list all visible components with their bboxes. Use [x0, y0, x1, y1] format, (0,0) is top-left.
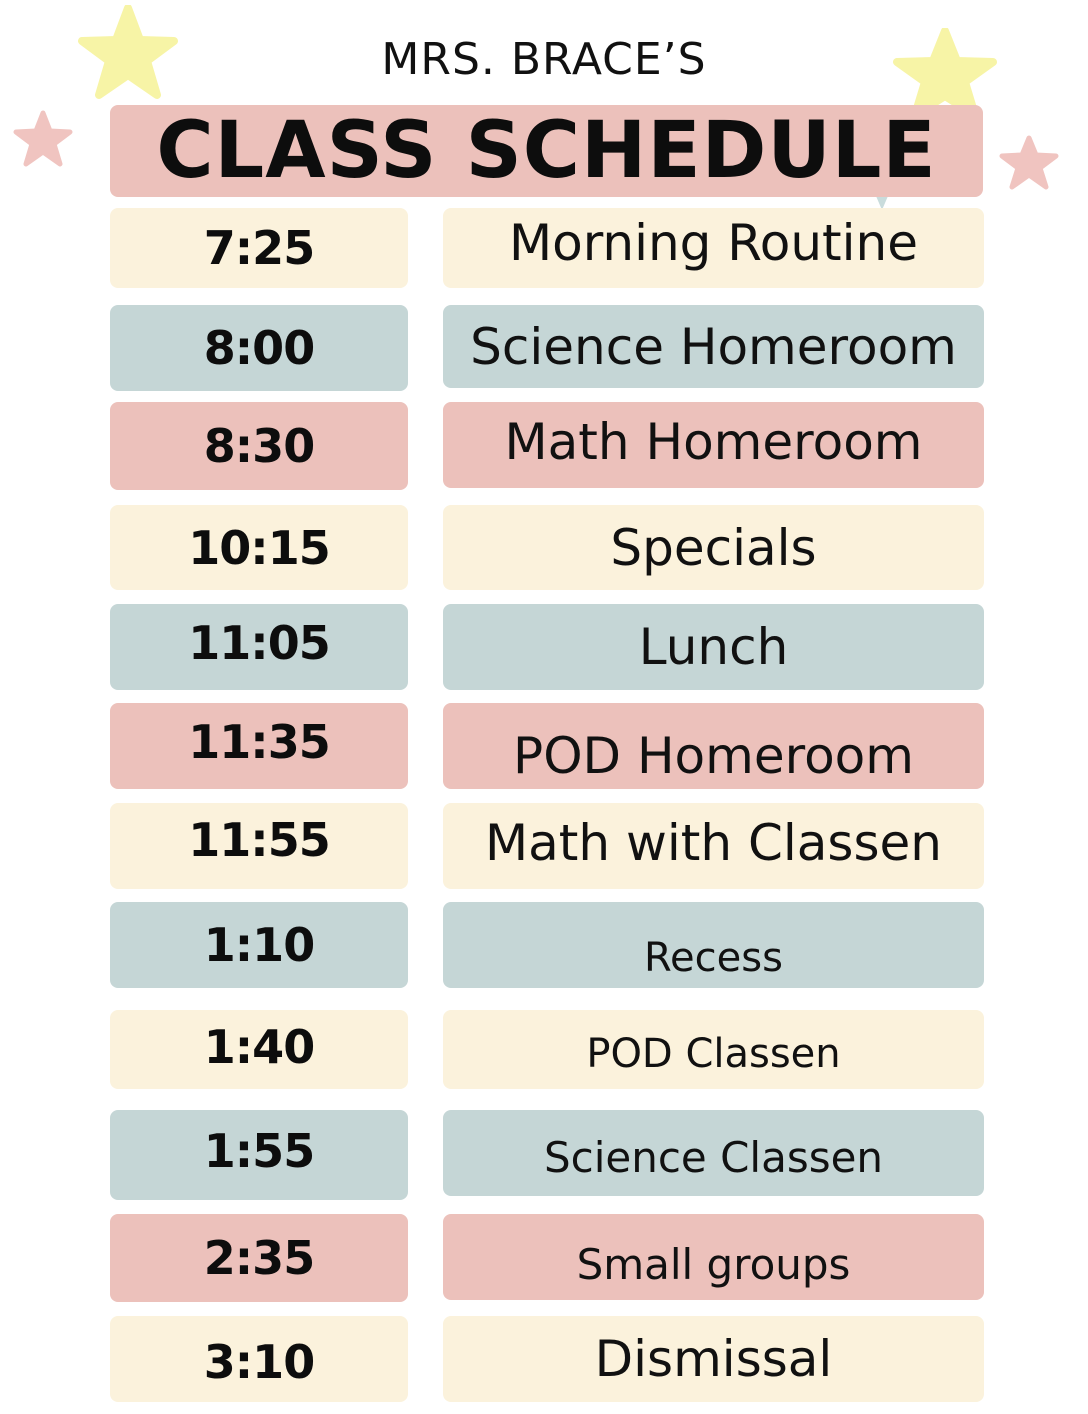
activity-cell [443, 1316, 984, 1402]
activity-cell [443, 703, 984, 789]
activity-label: Science Homeroom [470, 317, 957, 376]
time-label: 10:15 [188, 520, 330, 575]
activity-cell [443, 902, 984, 988]
schedule-row [110, 604, 984, 690]
page-title: CLASS SCHEDULE [156, 106, 937, 196]
schedule-row [110, 1110, 984, 1200]
time-label: 8:00 [203, 321, 315, 375]
schedule-row [110, 1214, 984, 1302]
activity-cell [443, 803, 984, 889]
schedule-row [110, 505, 984, 590]
time-label: 8:30 [203, 419, 315, 473]
teacher-name: MRS. BRACE’S [381, 34, 707, 85]
activity-cell [443, 505, 984, 590]
activity-cell [443, 402, 984, 488]
schedule-row [110, 402, 984, 490]
time-label: 1:55 [203, 1124, 315, 1178]
activity-label: Math Homeroom [504, 413, 923, 471]
time-cell [110, 1316, 408, 1402]
activity-cell [443, 1110, 984, 1196]
time-cell [110, 1110, 408, 1200]
time-cell [110, 803, 408, 889]
schedule-row [110, 1010, 984, 1089]
time-cell [110, 402, 408, 490]
activity-cell [443, 1214, 984, 1300]
activity-label: POD Homeroom [513, 727, 914, 785]
activity-label: Recess [644, 935, 783, 981]
activity-label: POD Classen [586, 1030, 841, 1077]
time-cell [110, 604, 408, 690]
time-cell [110, 1214, 408, 1302]
time-cell [110, 902, 408, 988]
time-cell [110, 505, 408, 590]
time-cell [110, 305, 408, 391]
schedule-row [110, 305, 984, 391]
time-cell [110, 208, 408, 288]
activity-cell [443, 604, 984, 690]
activity-cell [443, 208, 984, 288]
time-cell [110, 1010, 408, 1089]
time-cell [110, 703, 408, 789]
time-label: 11:35 [188, 715, 330, 769]
schedule-row [110, 803, 984, 889]
activity-cell [443, 305, 984, 388]
time-label: 11:55 [188, 813, 330, 867]
time-label: 2:35 [203, 1231, 315, 1285]
activity-label: Math with Classen [485, 814, 942, 872]
schedule-row [110, 1316, 984, 1402]
time-label: 1:10 [203, 918, 315, 972]
activity-label: Lunch [638, 618, 789, 676]
time-label: 11:05 [188, 616, 330, 670]
schedule-row [110, 703, 984, 789]
activity-label: Morning Routine [508, 214, 919, 272]
activity-label: Small groups [576, 1239, 851, 1289]
activity-label: Dismissal [594, 1330, 833, 1388]
time-label: 3:10 [203, 1335, 315, 1389]
activity-label: Science Classen [543, 1132, 884, 1182]
time-label: 1:40 [203, 1019, 315, 1074]
time-label: 7:25 [203, 221, 315, 275]
activity-cell [443, 1010, 984, 1089]
activity-label: Specials [610, 518, 817, 577]
schedule-row [110, 902, 984, 988]
schedule-row [110, 208, 984, 288]
